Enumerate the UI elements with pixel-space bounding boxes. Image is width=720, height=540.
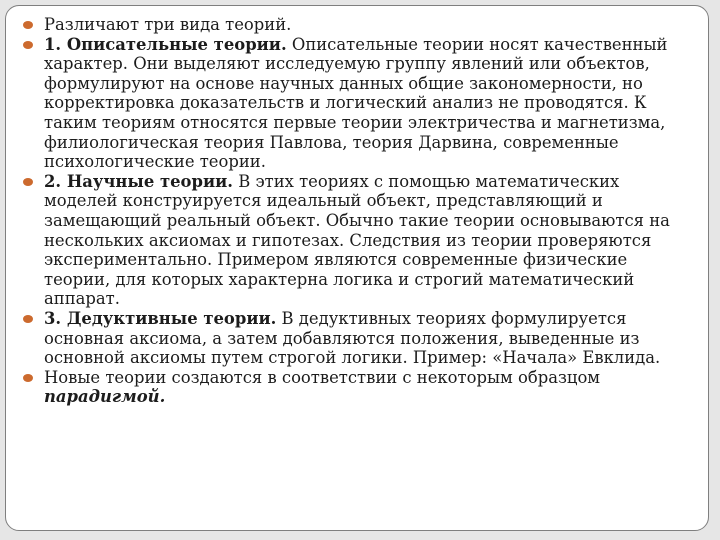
bullet-icon: [23, 41, 33, 49]
list-item: [44, 309, 694, 368]
bullet-icon: [23, 21, 33, 29]
item-text: В дедуктивных теориях формулируется основная аксиома, а затем добавляются положения, выведенные из основной аксиомы путем строгой логики. Пример: «Начала» Евклида.: [44, 308, 661, 368]
bullet-icon: [23, 315, 33, 323]
item-heading: 1. Описательные теории.: [44, 34, 287, 54]
bullet-icon: [23, 178, 33, 186]
item-text: В этих теориях с помощью математических моделей конструируется идеальный объект, представляющий и замещающий реальный объект. Обычно такие теории основываются на нескольких аксиомах и гипотезах. Следствия из теории проверяются экспериментально. Примером являются современные физические теории, для которых характерна логика и строгий математический аппарат.: [44, 171, 670, 309]
item-text: Различают три вида теорий.: [44, 15, 292, 34]
item-text: Новые теории создаются в соответствии с некоторым образцом: [44, 367, 601, 387]
item-text: Описательные теории носят качественный характер. Они выделяют исследуемую группу явлений или объектов, формулируют на основе научных данных общие закономерности, но корректировка доказательств и логический анализ не проводятся. К таким теориям относятся первые теории электричества и магнетизма, филиологическая теория Павлова, теория Дарвина, современные психологические теории.: [44, 34, 668, 172]
item-heading: 2. Научные теории.: [44, 171, 233, 191]
bullet-icon: [23, 374, 33, 382]
item-emphasis: парадигмой.: [44, 387, 166, 407]
list-item: [44, 172, 694, 309]
slide: [5, 5, 709, 531]
list-item: [44, 35, 694, 172]
list-item: [44, 15, 694, 35]
item-heading: 3. Дедуктивные теории.: [44, 308, 277, 328]
slide-content: [44, 15, 694, 407]
list-item: [44, 368, 694, 407]
